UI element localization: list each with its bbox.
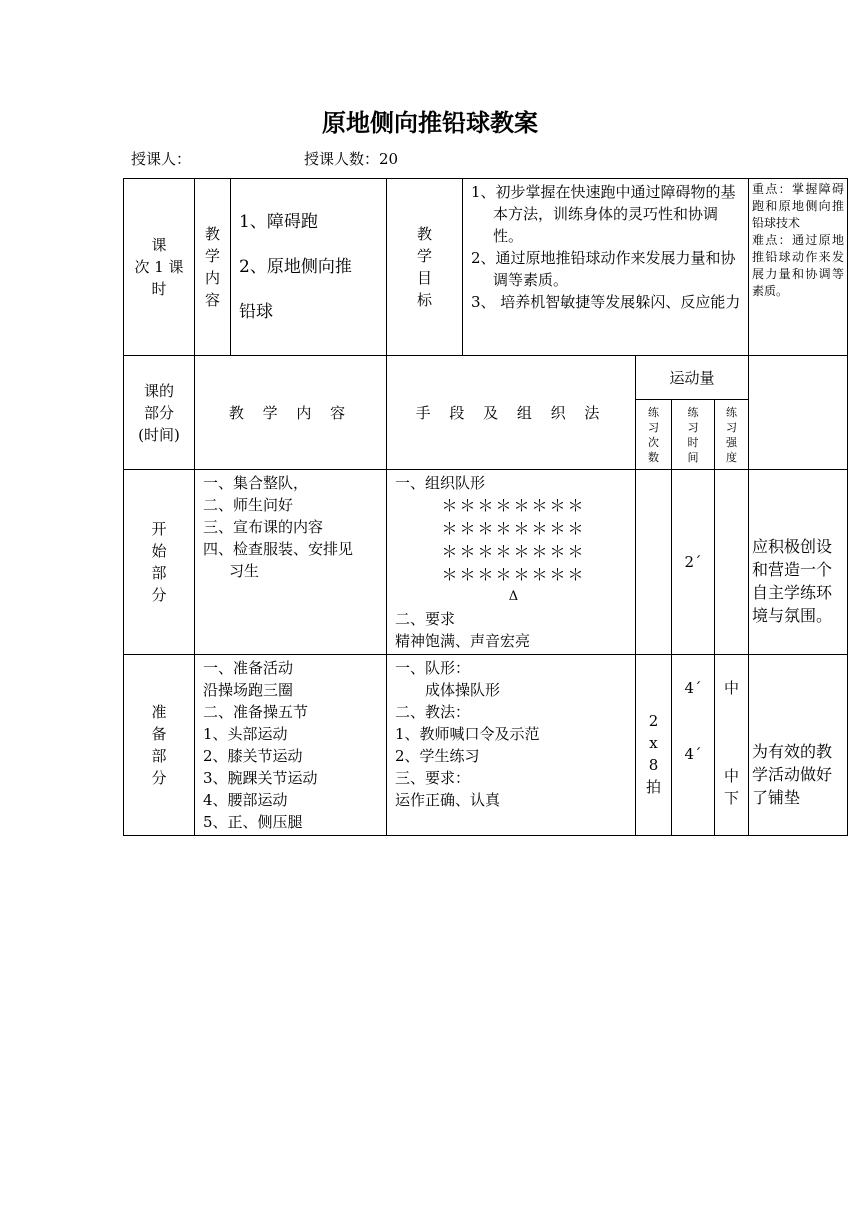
col-content: 教 学 内 容 xyxy=(195,356,387,470)
reps-char: 2 xyxy=(648,712,659,730)
col-part-line: 课的 xyxy=(143,381,174,400)
label-char: 学 xyxy=(416,247,432,265)
content-line: 1、头部运动 xyxy=(203,725,288,743)
intensity-value: 下 xyxy=(723,789,739,807)
content-line: 二、师生问好 xyxy=(203,496,294,514)
goal-item: 2、通过原地推铅球动作来发展力量和协调等素质。 xyxy=(471,249,736,289)
sub-char: 练 xyxy=(648,405,659,419)
prep-content xyxy=(195,655,387,836)
formation-row: ＊＊＊＊＊＊＊＊ xyxy=(441,496,586,515)
part-char: 分 xyxy=(151,586,167,604)
lesson-hours-cell xyxy=(124,179,195,356)
col-reps xyxy=(636,400,672,470)
part-char: 部 xyxy=(151,747,167,765)
part-char: 部 xyxy=(151,564,167,582)
sub-char: 度 xyxy=(726,450,737,464)
section-prep-row xyxy=(124,655,848,836)
col-part xyxy=(124,356,195,470)
goals-cell xyxy=(463,179,749,356)
content-label-cell xyxy=(195,179,231,356)
label-char: 容 xyxy=(204,291,220,309)
prep-intensity xyxy=(715,655,749,836)
prep-method xyxy=(387,655,636,836)
prep-note: 为有效的教学活动做好了铺垫 xyxy=(749,655,848,836)
reps-char: 拍 xyxy=(645,778,661,796)
goal-label-cell xyxy=(387,179,463,356)
teacher-label: 授课人： xyxy=(131,150,192,168)
content-line: 5、正、侧压腿 xyxy=(203,813,303,831)
student-count: 授课人数：20 xyxy=(304,150,399,168)
page-title: 原地侧向推铅球教案 xyxy=(322,108,538,137)
part-char: 分 xyxy=(151,769,167,787)
start-time: 2´ xyxy=(672,470,715,655)
key-point: 难点：通过原地推铅球动作来发展力量和协调等素质。 xyxy=(752,233,844,298)
label-char: 内 xyxy=(204,269,220,287)
column-header-row xyxy=(124,356,848,400)
label-char: 学 xyxy=(204,247,220,265)
part-char: 开 xyxy=(151,520,167,538)
col-part-line: 部分 xyxy=(143,403,174,422)
start-note: 应积极创设和营造一个自主学练环境与氛围。 xyxy=(749,470,848,655)
col-part-line: (时间) xyxy=(138,425,180,444)
label-char: 教 xyxy=(416,225,432,243)
sub-char: 练 xyxy=(687,405,699,419)
method-line: 1、教师喊口令及示范 xyxy=(395,725,540,743)
prep-time xyxy=(672,655,715,836)
sub-char: 数 xyxy=(648,450,659,464)
method-line: 二、要求 xyxy=(395,610,456,628)
label-char: 目 xyxy=(416,269,432,287)
method-line: 三、要求： xyxy=(395,769,471,787)
content-line: 4、腰部运动 xyxy=(203,791,288,809)
lesson-line: 课 xyxy=(151,236,167,254)
col-intensity xyxy=(715,400,749,470)
formation-row: ＊＊＊＊＊＊＊＊ xyxy=(441,542,586,561)
method-line: 精神饱满、声音宏亮 xyxy=(395,632,531,650)
content-line: 2、原地侧向推 xyxy=(239,256,352,277)
content-line: 铅球 xyxy=(239,301,273,322)
col-method: 手 段 及 组 织 法 xyxy=(387,356,636,470)
content-line: 习生 xyxy=(229,562,260,580)
time-value: 4´ xyxy=(684,745,702,763)
intensity-value: 中 xyxy=(723,767,739,785)
content-line: 3、腕踝关节运动 xyxy=(203,769,318,787)
part-char: 始 xyxy=(151,542,167,560)
content-line: 沿操场跑三圈 xyxy=(203,681,294,699)
formation-row: ＊＊＊＊＊＊＊＊ xyxy=(441,565,586,584)
start-intensity xyxy=(715,470,749,655)
content-line: 四、检查服装、安排见 xyxy=(203,540,354,558)
method-line: 运作正确、认真 xyxy=(395,791,501,809)
content-line: 一、集合整队， xyxy=(203,474,309,492)
content-line: 二、准备操五节 xyxy=(203,703,309,721)
contents-cell xyxy=(231,179,387,356)
sub-char: 习 xyxy=(726,420,737,434)
intensity-value: 中 xyxy=(723,679,739,697)
method-line: 成体操队形 xyxy=(425,681,501,699)
key-point: 重点：掌握障碍跑和原地侧向推铅球技术 xyxy=(752,182,844,230)
col-time xyxy=(672,400,715,470)
part-start xyxy=(124,470,195,655)
sub-char: 间 xyxy=(687,450,699,464)
content-line: 1、障碍跑 xyxy=(239,211,318,232)
col-load: 运动量 xyxy=(636,356,749,400)
method-line: 2、学生练习 xyxy=(395,747,480,765)
goal-item: 3、 培养机智敏捷等发展躲闪、反应能力 xyxy=(471,293,741,311)
sub-char: 强 xyxy=(726,435,737,449)
method-line: 一、组织队形 xyxy=(395,474,486,492)
formation-row: ＊＊＊＊＊＊＊＊ xyxy=(441,519,586,538)
lesson-plan-table xyxy=(123,178,848,836)
start-reps xyxy=(636,470,672,655)
teacher-mark: Δ xyxy=(508,589,519,604)
col-note xyxy=(749,356,848,470)
section-start-row xyxy=(124,470,848,655)
sub-char: 习 xyxy=(687,420,699,434)
lesson-line: 时 xyxy=(151,280,167,298)
key-points-cell xyxy=(749,179,848,356)
time-value: 4´ xyxy=(684,679,702,697)
start-method xyxy=(387,470,636,655)
label-char: 标 xyxy=(416,291,432,309)
reps-char: 8 xyxy=(648,756,659,774)
goal-item: 1、初步掌握在快速跑中通过障碍物的基本方法，训练身体的灵巧性和协调性。 xyxy=(471,183,736,245)
part-char: 准 xyxy=(151,703,167,721)
content-line: 一、准备活动 xyxy=(203,659,294,677)
prep-reps xyxy=(636,655,672,836)
content-line: 三、宣布课的内容 xyxy=(203,518,324,536)
part-char: 备 xyxy=(151,725,167,743)
start-content xyxy=(195,470,387,655)
sub-char: 次 xyxy=(648,435,659,449)
sub-char: 时 xyxy=(687,435,699,449)
part-prep xyxy=(124,655,195,836)
sub-char: 习 xyxy=(648,420,659,434)
label-char: 教 xyxy=(204,225,220,243)
method-line: 二、教法： xyxy=(395,703,471,721)
lesson-line: 次 1 课 xyxy=(134,258,184,276)
sub-char: 练 xyxy=(726,405,737,419)
reps-char: x xyxy=(649,734,658,752)
method-line: 一、队形： xyxy=(395,659,471,677)
header-row xyxy=(124,179,848,356)
content-line: 2、膝关节运动 xyxy=(203,747,303,765)
